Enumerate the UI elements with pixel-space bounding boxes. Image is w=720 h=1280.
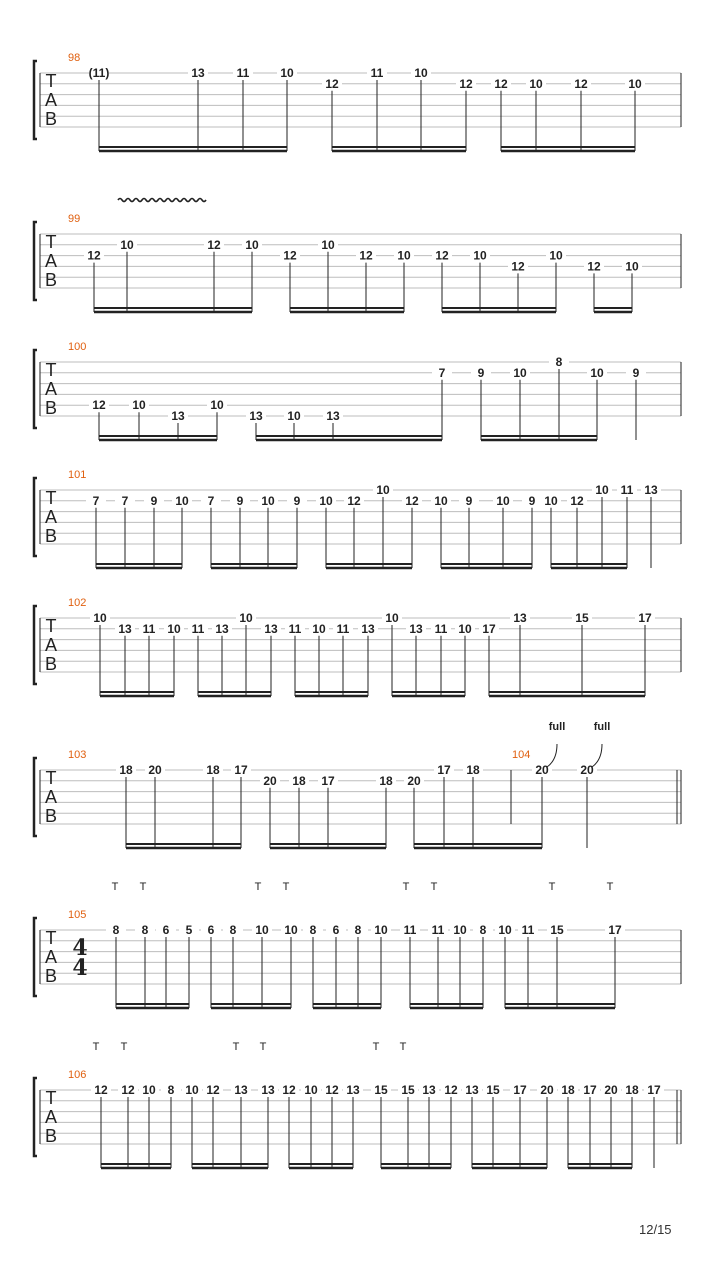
- tab-clef-letter: B: [44, 966, 58, 986]
- fret-number-string-1: 17: [608, 923, 622, 937]
- fret-number-string-1: 17: [583, 1083, 597, 1097]
- fret-number-string-1: 10: [374, 923, 388, 937]
- fret-number-string-1: 8: [167, 1083, 175, 1097]
- fret-number-string-2: 10: [312, 621, 326, 636]
- fret-number-string-1: 12: [282, 1083, 296, 1097]
- measure-number: 104: [512, 749, 531, 761]
- fret-number-string-1: 12: [121, 1083, 135, 1097]
- fret-number-string-6: 13: [249, 409, 263, 423]
- tab-clef-letter: T: [45, 616, 57, 636]
- fret-number-string-1: 17: [437, 763, 451, 777]
- tap-marker: T: [111, 881, 119, 893]
- tab-clef-letter: T: [45, 928, 57, 948]
- tap-marker: T: [254, 881, 262, 893]
- fret-number-string-2: 10: [261, 493, 275, 508]
- fret-number-string-1: 10: [185, 1083, 199, 1097]
- fret-number-string-2: 9: [528, 493, 536, 508]
- fret-number-string-1: 18: [625, 1083, 639, 1097]
- tab-clef-letter: T: [45, 71, 57, 91]
- fret-number-string-2: 7: [121, 493, 129, 508]
- time-signature-top: 4: [72, 935, 88, 961]
- fret-number-string-2: 12: [574, 76, 588, 91]
- fret-number-string-1: 20: [148, 763, 162, 777]
- fret-number-string-2: 12: [207, 237, 221, 252]
- fret-number-string-2: 13: [409, 621, 423, 636]
- tab-clef-letter: B: [44, 270, 58, 290]
- tab-clef-letter: B: [44, 109, 58, 129]
- fret-number-string-2: 10: [628, 76, 642, 91]
- fret-number-string-3: 10: [397, 248, 411, 263]
- fret-number-string-1: 13: [465, 1083, 479, 1097]
- tab-clef-letter: A: [44, 90, 58, 110]
- time-signature-bottom: 4: [72, 955, 88, 981]
- fret-number-string-2: 10: [590, 365, 604, 380]
- fret-number-string-1: 10: [414, 66, 428, 80]
- fret-number-string-1: 18: [466, 763, 480, 777]
- tap-marker: T: [139, 881, 147, 893]
- tab-clef-letter: A: [44, 947, 58, 967]
- tab-clef-letter: T: [45, 360, 57, 380]
- fret-number-string-1: 20: [604, 1083, 618, 1097]
- tap-marker: T: [120, 1041, 128, 1053]
- fret-number-string-2: 10: [175, 493, 189, 508]
- tap-marker: T: [282, 881, 290, 893]
- tap-marker: T: [430, 881, 438, 893]
- measure-number: 98: [68, 52, 81, 64]
- fret-number-string-1: 10: [453, 923, 467, 937]
- fret-number-string-1: 13: [644, 483, 658, 497]
- fret-number-string-1: 17: [647, 1083, 661, 1097]
- system-bracket: [34, 758, 37, 836]
- fret-number-string-4: 10: [625, 259, 639, 274]
- fret-number-string-2: 10: [319, 493, 333, 508]
- fret-number-string-1: 11: [431, 923, 445, 937]
- fret-number-string-2: 13: [361, 621, 375, 636]
- fret-number-string-2: 18: [292, 773, 306, 788]
- fret-number-string-1: 5: [185, 923, 193, 937]
- fret-number-string-1: 15: [374, 1083, 388, 1097]
- fret-number-string-2: 17: [321, 773, 335, 788]
- fret-number-string-2: 12: [570, 493, 584, 508]
- fret-number-string-1: 15: [486, 1083, 500, 1097]
- tap-marker: T: [548, 881, 556, 893]
- tap-marker: T: [372, 1041, 380, 1053]
- measure-number: 101: [68, 469, 87, 481]
- fret-number-string-2: 11: [191, 621, 205, 636]
- measure-number: 100: [68, 341, 87, 353]
- fret-number-string-1: 17: [638, 611, 652, 625]
- system-bracket: [34, 606, 37, 684]
- bend-label: full: [593, 721, 611, 733]
- fret-number-string-2: 11: [336, 621, 350, 636]
- fret-number-string-2: 7: [438, 365, 446, 380]
- tap-marker: T: [259, 1041, 267, 1053]
- fret-number-string-1: 10: [239, 611, 253, 625]
- fret-number-string-1: 8: [555, 355, 563, 369]
- fret-number-string-1: 12: [94, 1083, 108, 1097]
- vibrato-mark: [118, 199, 206, 202]
- measure-number: 99: [68, 213, 81, 225]
- fret-number-string-1: 10: [284, 923, 298, 937]
- fret-number-string-2: 10: [245, 237, 259, 252]
- tab-clef-letter: A: [44, 251, 58, 271]
- fret-number-string-2: 20: [407, 773, 421, 788]
- fret-number-string-6: 10: [287, 409, 301, 423]
- fret-number-string-2: 13: [215, 621, 229, 636]
- fret-number-string-1: 11: [370, 66, 384, 80]
- fret-number-string-2: 12: [325, 76, 339, 91]
- fret-number-string-2: 10: [458, 621, 472, 636]
- system-bracket: [34, 222, 37, 300]
- fret-number-string-2: 18: [379, 773, 393, 788]
- fret-number-string-1: 11: [236, 66, 250, 80]
- fret-number-string-2: 10: [434, 493, 448, 508]
- fret-number-string-3: 10: [473, 248, 487, 263]
- tab-clef-letter: A: [44, 787, 58, 807]
- tab-clef-letter: A: [44, 379, 58, 399]
- tab-clef-letter: A: [44, 1107, 58, 1127]
- fret-number-string-1: 8: [112, 923, 120, 937]
- fret-number-string-3: 10: [549, 248, 563, 263]
- tab-clef-letter: B: [44, 1126, 58, 1146]
- page-number: 12/15: [639, 1222, 672, 1237]
- fret-number-string-1: 18: [119, 763, 133, 777]
- tab-clef-letter: B: [44, 654, 58, 674]
- tab-clef-letter: A: [44, 635, 58, 655]
- fret-number-string-2: 12: [347, 493, 361, 508]
- tab-clef-letter: T: [45, 488, 57, 508]
- fret-number-string-1: 18: [206, 763, 220, 777]
- fret-number-string-1: 13: [261, 1083, 275, 1097]
- fret-number-string-2: 13: [118, 621, 132, 636]
- fret-number-string-1: 10: [304, 1083, 318, 1097]
- fret-number-string-2: 11: [142, 621, 156, 636]
- fret-number-string-2: 17: [482, 621, 496, 636]
- fret-number-string-1: 11: [521, 923, 535, 937]
- fret-number-string-1: 10: [280, 66, 294, 80]
- fret-number-string-1: 11: [403, 923, 417, 937]
- fret-number-string-2: 12: [459, 76, 473, 91]
- measure-number: 106: [68, 1069, 87, 1081]
- fret-number-string-6: 13: [326, 409, 340, 423]
- tab-clef-letter: B: [44, 526, 58, 546]
- fret-number-string-1: 10: [498, 923, 512, 937]
- fret-number-string-1: (11): [88, 66, 110, 80]
- fret-number-string-1: 11: [620, 483, 634, 497]
- fret-number-string-2: 9: [477, 365, 485, 380]
- fret-number-string-1: 17: [234, 763, 248, 777]
- fret-number-string-3: 12: [283, 248, 297, 263]
- fret-number-string-2: 9: [293, 493, 301, 508]
- fret-number-string-2: 11: [434, 621, 448, 636]
- fret-number-string-1: 6: [162, 923, 170, 937]
- tab-clef-letter: A: [44, 507, 58, 527]
- system-bracket: [34, 350, 37, 428]
- tab-clef-letter: T: [45, 768, 57, 788]
- fret-number-string-1: 18: [561, 1083, 575, 1097]
- tab-clef-letter: B: [44, 398, 58, 418]
- fret-number-string-3: 12: [359, 248, 373, 263]
- fret-number-string-2: 9: [632, 365, 640, 380]
- fret-number-string-5: 10: [210, 398, 224, 413]
- fret-number-string-2: 10: [544, 493, 558, 508]
- tab-clef-letter: T: [45, 1088, 57, 1108]
- fret-number-string-1: 17: [513, 1083, 527, 1097]
- fret-number-string-1: 10: [595, 483, 609, 497]
- fret-number-string-3: 12: [435, 248, 449, 263]
- fret-number-string-2: 10: [529, 76, 543, 91]
- fret-number-string-1: 13: [191, 66, 205, 80]
- fret-number-string-1: 8: [479, 923, 487, 937]
- fret-number-string-1: 10: [376, 483, 390, 497]
- fret-number-string-1: 15: [575, 611, 589, 625]
- fret-number-string-1: 13: [422, 1083, 436, 1097]
- fret-number-string-1: 13: [234, 1083, 248, 1097]
- fret-number-string-1: 12: [325, 1083, 339, 1097]
- fret-number-string-1: 15: [550, 923, 564, 937]
- fret-number-string-2: 10: [120, 237, 134, 252]
- fret-number-string-2: 13: [264, 621, 278, 636]
- fret-number-string-2: 11: [288, 621, 302, 636]
- system-bracket: [34, 1078, 37, 1156]
- fret-number-string-1: 13: [513, 611, 527, 625]
- fret-number-string-2: 7: [92, 493, 100, 508]
- fret-number-string-1: 8: [229, 923, 237, 937]
- tap-marker: T: [402, 881, 410, 893]
- measure-number: 102: [68, 597, 87, 609]
- fret-number-string-2: 20: [263, 773, 277, 788]
- fret-number-string-2: 10: [513, 365, 527, 380]
- fret-number-string-1: 20: [540, 1083, 554, 1097]
- fret-number-string-2: 9: [236, 493, 244, 508]
- fret-number-string-1: 10: [142, 1083, 156, 1097]
- fret-number-string-1: 20: [535, 763, 549, 777]
- fret-number-string-2: 7: [207, 493, 215, 508]
- measure-number: 105: [68, 909, 87, 921]
- fret-number-string-1: 8: [354, 923, 362, 937]
- tap-marker: T: [399, 1041, 407, 1053]
- fret-number-string-1: 6: [332, 923, 340, 937]
- tap-marker: T: [606, 881, 614, 893]
- fret-number-string-2: 9: [465, 493, 473, 508]
- fret-number-string-1: 20: [580, 763, 594, 777]
- fret-number-string-2: 9: [150, 493, 158, 508]
- measure-number: 103: [68, 749, 87, 761]
- fret-number-string-1: 8: [309, 923, 317, 937]
- system-bracket: [34, 918, 37, 996]
- fret-number-string-1: 12: [206, 1083, 220, 1097]
- fret-number-string-1: 10: [93, 611, 107, 625]
- tap-marker: T: [92, 1041, 100, 1053]
- bend-label: full: [548, 721, 566, 733]
- fret-number-string-5: 10: [132, 398, 146, 413]
- fret-number-string-3: 12: [87, 248, 101, 263]
- fret-number-string-1: 13: [346, 1083, 360, 1097]
- fret-number-string-5: 12: [92, 398, 106, 413]
- system-bracket: [34, 478, 37, 556]
- system-bracket: [34, 61, 37, 139]
- fret-number-string-2: 10: [496, 493, 510, 508]
- fret-number-string-2: 12: [405, 493, 419, 508]
- fret-number-string-4: 12: [511, 259, 525, 274]
- fret-number-string-1: 6: [207, 923, 215, 937]
- fret-number-string-2: 10: [321, 237, 335, 252]
- fret-number-string-1: 10: [385, 611, 399, 625]
- fret-number-string-1: 12: [444, 1083, 458, 1097]
- tab-clef-letter: B: [44, 806, 58, 826]
- fret-number-string-2: 10: [167, 621, 181, 636]
- fret-number-string-1: 15: [401, 1083, 415, 1097]
- fret-number-string-4: 12: [587, 259, 601, 274]
- tab-clef-letter: T: [45, 232, 57, 252]
- fret-number-string-2: 12: [494, 76, 508, 91]
- tap-marker: T: [232, 1041, 240, 1053]
- fret-number-string-1: 10: [255, 923, 269, 937]
- fret-number-string-1: 8: [141, 923, 149, 937]
- fret-number-string-6: 13: [171, 409, 185, 423]
